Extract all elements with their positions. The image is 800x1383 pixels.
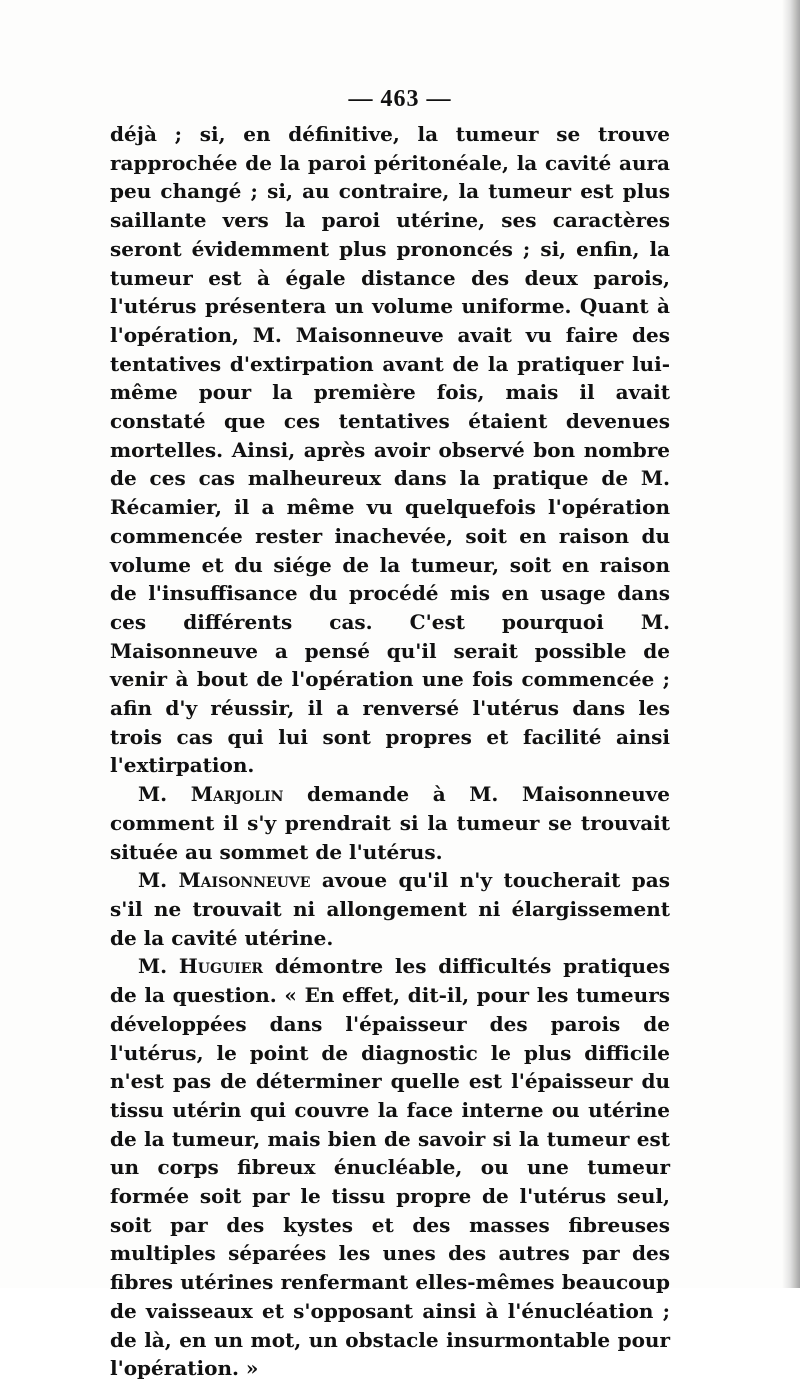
paragraph-maisonneuve [110, 866, 670, 952]
page-edge-shadow [782, 0, 800, 1288]
speaker-name: Marjolin [190, 782, 284, 807]
paragraph-text: déjà ; si, en définitive, la tumeur se trouve rapprochée de la paroi péritonéale, la cavité aura peu changé ; si, au contraire, la tumeur est plus saillante vers la paroi utérine, ses caractères seront évidemment plus prononcés ; si, enfin, la tumeur est à égale distance des deux parois, l'utérus présentera un volume uniforme. Quant à l'opération, M. Maisonneuve avait vu faire des tentatives d'extirpation avant de la pratiquer lui-même pour la première fois, mais il avait constaté que ces tentatives étaient devenues mortelles. Ainsi, après avoir observé bon nombre de ces cas malheureux dans la pratique de M. Récamier, il a même vu quelquefois l'opération commencée rester inachevée, soit en raison du volume et du siége de la tumeur, soit en raison de l'insuffisance du procédé mis en usage dans ces différents cas. C'est pourquoi M. Maisonneuve a pensé qu'il serait possible de venir à bout de l'opération une fois commencée ; afin d'y réussir, il a renversé l'utérus dans les trois cas qui lui sont propres et facilité ainsi l'extirpation. [110, 122, 670, 778]
speaker-prefix: M. [138, 868, 168, 893]
paragraph-continuation [110, 120, 670, 780]
speaker-name: Huguier [178, 954, 264, 979]
paragraph-marjolin [110, 780, 670, 866]
speaker-name: Maisonneuve [178, 868, 311, 893]
paragraph-text: démontre les difficultés pratiques de la question. « En effet, dit-il, pour les tumeurs développées dans l'épaisseur des parois de l'utérus, le point de diagnostic le plus difficile n'est pas de déterminer quelle est l'épaisseur du tissu utérin qui couvre la face interne ou utérine de la tumeur, mais bien de savoir si la tumeur est un corps fibreux énucléable, ou une tumeur formée soit par le tissu propre de l'utérus seul, soit par des kystes et des masses fibreuses multiples séparées les unes des autres par des fibres utérines renfermant elles-mêmes beaucoup de vaisseaux et s'opposant ainsi à l'énucléation ; de là, en un mot, un obstacle insurmontable pour l'opération. » [110, 954, 670, 1381]
paragraph-text: demande à M. Maisonneuve comment il s'y prendrait si la tumeur se trouvait située au sommet de l'utérus. [110, 782, 670, 864]
speaker-prefix: M. [138, 782, 168, 807]
speaker-prefix: M. [138, 954, 168, 979]
paragraph-huguier [110, 952, 670, 1383]
paragraph-text: avoue qu'il n'y toucherait pas s'il ne trouvait ni allongement ni élargissement de la cavité utérine. [110, 868, 670, 950]
page-number: — 463 — [348, 86, 452, 112]
body-text [110, 120, 670, 1383]
